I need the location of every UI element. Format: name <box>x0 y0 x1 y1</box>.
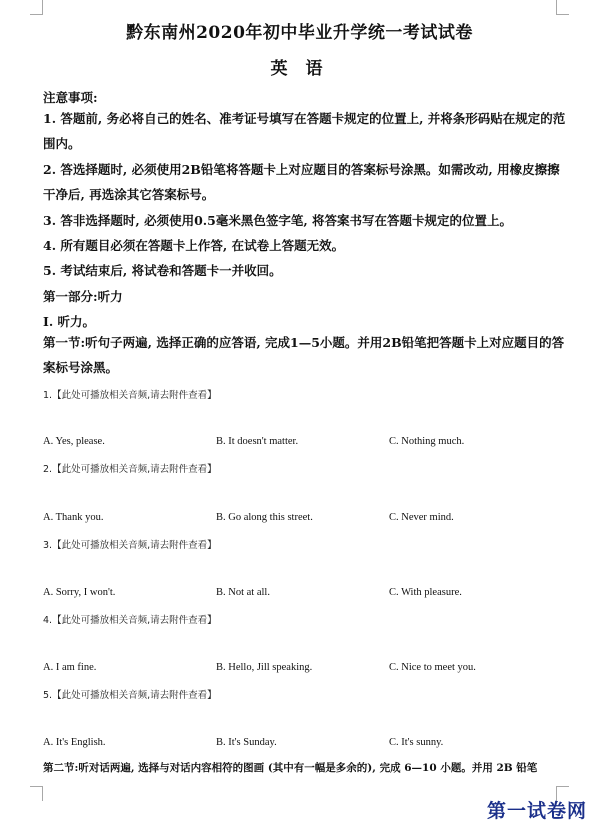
question-3-option-a: A. Sorry, I won't. <box>43 587 116 598</box>
question-1-option-b: B. It doesn't matter. <box>216 436 299 447</box>
question-4-option-c: C. Nice to meet you. <box>389 662 476 673</box>
question-2-audio-note[interactable]: 2.【此处可播放相关音频,请去附件查看】 <box>43 464 217 475</box>
notice-item-4: 4. 所有题目必须在答题卡上作答, 在试卷上答题无效。 <box>43 238 345 253</box>
exam-title: 黔东南州2020年初中毕业升学统一考试试卷 <box>126 23 473 43</box>
question-1-option-a: A. Yes, please. <box>43 436 105 447</box>
question-5-audio-note[interactable]: 5.【此处可播放相关音频,请去附件查看】 <box>43 690 217 701</box>
question-1-option-c: C. Nothing much. <box>389 436 465 447</box>
question-2-option-c: C. Never mind. <box>389 512 454 523</box>
question-5-option-b: B. It's Sunday. <box>216 737 277 748</box>
part-one-heading: 第一部分:听力 <box>43 289 123 304</box>
section-one-instructions: 第一节:听句子两遍, 选择正确的应答语, 完成1—5小题。并用2B铅笔把答题卡上对应题目的答案标号涂黑。 <box>43 335 565 375</box>
crop-mark-top-right <box>556 0 569 15</box>
question-2-option-b: B. Go along this street. <box>216 512 313 523</box>
crop-mark-top-left <box>30 0 43 15</box>
exam-subject: 英 语 <box>270 59 329 79</box>
question-4-option-a: A. I am fine. <box>43 662 97 673</box>
notice-heading: 注意事项: <box>43 90 98 105</box>
notice-item-5: 5. 考试结束后, 将试卷和答题卡一并收回。 <box>43 263 282 278</box>
notice-item-3: 3. 答非选择题时, 必须使用0.5毫米黑色签字笔, 将答案书写在答题卡规定的位置上。 <box>43 213 513 228</box>
crop-mark-bottom-left <box>30 786 43 801</box>
question-5-option-c: C. It's sunny. <box>389 737 444 748</box>
question-4-audio-note[interactable]: 4.【此处可播放相关音频,请去附件查看】 <box>43 615 217 626</box>
question-4-option-b: B. Hello, Jill speaking. <box>216 662 313 673</box>
question-3-option-c: C. With pleasure. <box>389 587 462 598</box>
notice-item-2: 2. 答选择题时, 必须使用2B铅笔将答题卡上对应题目的答案标号涂黑。如需改动, 用橡皮擦擦干净后, 再选涂其它答案标号。 <box>43 162 560 202</box>
question-2-option-a: A. Thank you. <box>43 512 104 523</box>
question-1-audio-note[interactable]: 1.【此处可播放相关音频,请去附件查看】 <box>43 390 217 401</box>
question-3-option-b: B. Not at all. <box>216 587 270 598</box>
section-two-instructions: 第二节:听对话两遍, 选择与对话内容相符的图画 (其中有一幅是多余的), 完成 6—10 小题。并用 2B 铅笔 <box>43 762 538 774</box>
notice-item-1: 1. 答题前, 务必将自己的姓名、准考证号填写在答题卡规定的位置上, 并将条形码贴在规定的范围内。 <box>43 111 566 151</box>
section-i-heading: I. 听力。 <box>43 314 96 329</box>
question-3-audio-note[interactable]: 3.【此处可播放相关音频,请去附件查看】 <box>43 540 217 551</box>
question-5-option-a: A. It's English. <box>43 737 106 748</box>
brand-watermark: 第一试卷网 <box>486 800 587 822</box>
